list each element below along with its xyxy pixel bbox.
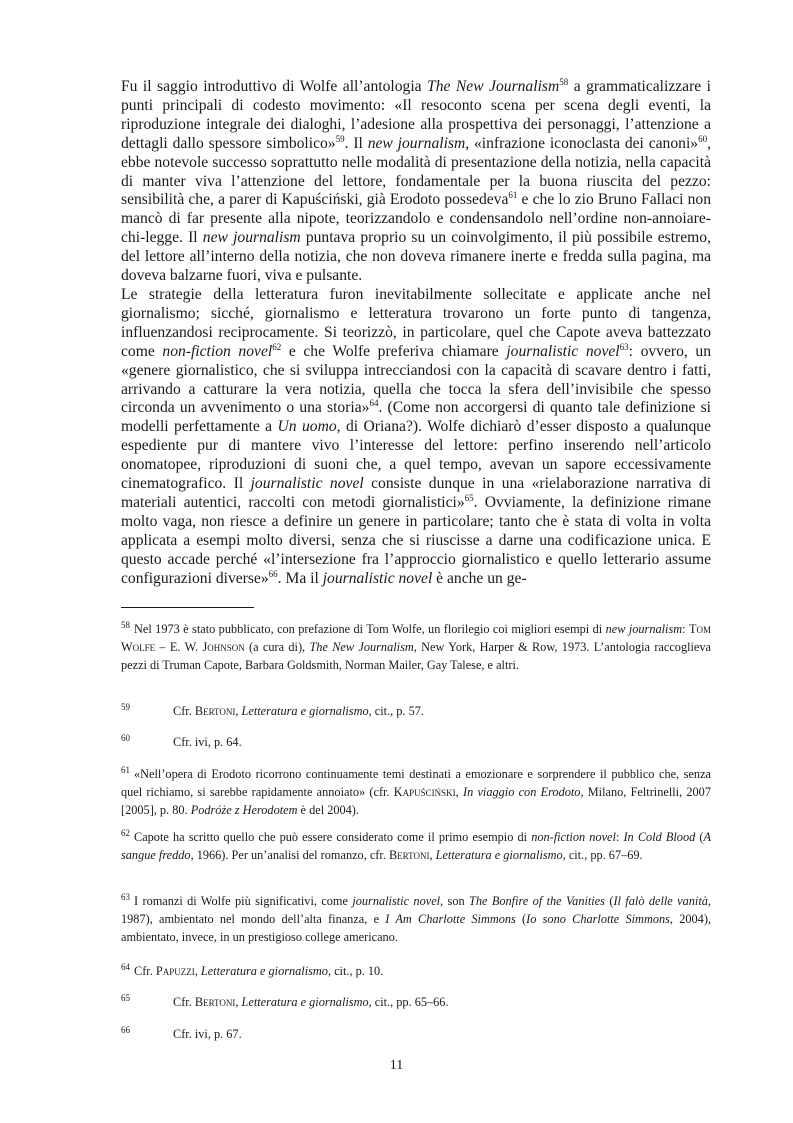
footnote-ref: 61 [508, 190, 518, 201]
author-name: Bertoni [388, 848, 430, 862]
footnote-61 [121, 765, 711, 819]
italic-text: journalistic novel [506, 342, 620, 360]
italic-text: journalistic novel [352, 894, 441, 908]
text-run: , 2004), ambientato, invece, in un prestigioso college americano. [121, 912, 711, 944]
italic-text: new journalism [605, 622, 683, 636]
text-run: ( [515, 912, 527, 926]
text-run: : [615, 830, 624, 844]
footnote-63 [121, 892, 711, 946]
footnote-number: 62 [121, 827, 130, 838]
author-name: Papuzzi [155, 964, 195, 978]
text-run: . Il [344, 134, 368, 152]
text-run: . (Come non accorgersi di quanto tale definizione si modelli perfettamente a [121, 399, 711, 436]
text-run: , cit., pp. 65–66. [368, 995, 449, 1009]
footnote-number: 64 [121, 961, 130, 972]
text-run: . Ma il [277, 569, 323, 587]
text-run: Fu il saggio introduttivo di Wolfe all’antologia [121, 78, 428, 95]
italic-text: A sangue freddo [121, 830, 711, 862]
text-run: ( [695, 830, 704, 844]
text-run: (a cura di), [244, 640, 310, 654]
footnote-separator [121, 607, 254, 608]
footnote-ref: 58 [559, 76, 569, 87]
text-run: , di Oriana?). Wolfe dichiarò d’esser disposto a qualunque espediente pur di mantere vivo l’interesse del lettore: perfino inserendo nell’articolo onomatopee, riproduzioni di suoni che, a quel tempo, avevan un sapore eccessivamente cinematografico. Il [121, 418, 711, 493]
text-run: , cit., p. 57. [368, 704, 424, 718]
footnote-ref: 62 [272, 341, 282, 352]
italic-text: Un uomo [277, 418, 337, 436]
text-run: , «infrazione iconoclasta dei canoni» [465, 134, 699, 152]
body-text [121, 78, 711, 588]
italic-text: Letteratura e giornalismo [200, 964, 328, 978]
footnote-ref: 59 [335, 133, 345, 144]
text-run: , [455, 785, 463, 799]
italic-text: Letteratura e giornalismo [435, 848, 563, 862]
italic-text: Letteratura e giornalismo [241, 704, 369, 718]
text-run: e che lo zio Bruno Fallaci non mancò di far presente alla nipote, teorizzandolo e condensandolo nell’ordine non-annoiare-chi-legge. Il [121, 191, 711, 247]
text-run: Capote ha scritto quello che può essere considerato come il primo esempio di [134, 830, 532, 844]
text-run: è del 2004). [297, 803, 359, 817]
text-run: , [235, 704, 242, 718]
paragraph-1 [121, 78, 711, 286]
text-run: , Milano, Feltrinelli, 2007 [2005], p. 80. [121, 785, 711, 817]
main-text [121, 78, 711, 588]
italic-text: In viaggio con Erodoto [462, 785, 581, 799]
text-run: , [194, 964, 201, 978]
text-run: , 1987), ambientato nel mondo dell’alta finanza, e [121, 894, 711, 926]
text-run: , cit., pp. 67–69. [562, 848, 643, 862]
text-run: , [235, 995, 242, 1009]
italic-text: In Cold Blood [623, 830, 696, 844]
text-run: Cfr. ivi, p. 67. [173, 1027, 242, 1041]
italic-text: Podróże z Herodotem [190, 803, 298, 817]
italic-text: Il falò delle vanità [613, 894, 708, 908]
text-run: Cfr. ivi, p. 64. [173, 735, 242, 749]
text-run: , son [440, 894, 470, 908]
author-name: Bertoni [194, 995, 236, 1009]
italic-text: new journalism [202, 229, 301, 247]
text-run: a grammaticalizzare i punti principali di codesto movimento: «Il resoconto scena per scena degli eventi, la riproduzione integrale dei dialoghi, l’adesione alla prospettiva dei personaggi, l’attenzione a dettagli dallo spessore simbolico» [121, 78, 711, 152]
footnote-ref: 63 [619, 341, 629, 352]
text-run: . Ovviamente, la definizione rimane molto vaga, non riesce a definire un genere in particolare; tanto che è stata di volta in volta applicata a esempi molto diversi, senza che si riuscisse a darne una codificazione unica. E questo accade perché «l’intersezione fra l’approccio giornalistico e quello letterario assume configurazioni diverse» [121, 493, 712, 587]
text-run: Cfr. [173, 995, 195, 1009]
text-run: ( [604, 894, 614, 908]
footnote-58 [121, 620, 711, 674]
italic-text: The New Journalism [427, 78, 560, 95]
italic-text: non-fiction novel [531, 830, 616, 844]
text-run: Cfr. [173, 704, 195, 718]
italic-text: new journalism [367, 134, 466, 152]
text-run: , New York, Harper & Row, 1973. L’antologia raccoglieva pezzi di Truman Capote, Barbara Goldsmith, Norman Mailer, Gay Talese, e altri. [121, 640, 711, 672]
text-run: «Nell’opera di Erodoto ricorrono continuamente temi destinati a emozionare e sorprendere il pubblico che, senza quel richiamo, si sarebbe rapidamente annoiato» (cfr. [121, 767, 711, 799]
footnote-ref: 64 [369, 398, 379, 409]
italic-text: Io sono Charlotte Simmons [526, 912, 670, 926]
italic-text: journalistic novel [250, 475, 364, 493]
italic-text: I Am Charlotte Simmons [385, 912, 516, 926]
text-run: Cfr. [134, 964, 156, 978]
author-name: E. W. Johnson [169, 640, 245, 654]
text-run: e che Wolfe preferiva chiamare [281, 342, 507, 360]
page-number: 11 [389, 1058, 404, 1073]
author-name: Tom Wolfe [121, 622, 711, 654]
footnote-ref: 65 [464, 492, 474, 503]
text-run: , ebbe notevole successo soprattutto nelle modalità di presentazione della notizia, nella capacità di manter viva l’attenzione del lettore, fondamentale per la buona riuscita del pezzo: sensibilità che, a parer di Kapuściński, già Erodoto possedeva [121, 134, 711, 209]
footnote-number: 58 [121, 619, 130, 630]
footnote-number: 63 [121, 891, 130, 902]
italic-text: Letteratura e giornalismo [241, 995, 369, 1009]
text-run: – [155, 640, 170, 654]
author-name: Bertoni [194, 704, 236, 718]
paragraph-2 [121, 286, 711, 589]
footnote-ref: 60 [698, 133, 708, 144]
italic-text: journalistic novel [322, 569, 433, 587]
text-run: Nel 1973 è stato pubblicato, con prefazione di Tom Wolfe, un florilegio coi migliori esempi di [134, 622, 606, 636]
italic-text: The New Journalism [309, 640, 414, 654]
footnote-60: 60 Cfr. ivi, p. 64. [121, 732, 242, 749]
footnote-62 [121, 828, 711, 864]
footnote-59: 59 Cfr. Bertoni, Letteratura e giornalismo, cit., p. 57. [121, 701, 424, 718]
text-run: è anche un ge- [432, 569, 527, 587]
italic-text: non-fiction novel [162, 342, 273, 360]
footnote-64 [121, 962, 711, 980]
text-run: , 1966). Per un’analisi del romanzo, cfr. [190, 848, 389, 862]
footnote-65: 65 Cfr. Bertoni, Letteratura e giornalismo, cit., pp. 65–66. [121, 992, 449, 1009]
text-run: consiste dunque in una «rielaborazione narrativa di materiali autentici, raccolti con metodi giornalistici» [121, 475, 711, 511]
text-run: : ovvero, un «genere giornalistico, che si sviluppa intrecciandosi con la capacità di scavare dentro i fatti, arrivando a catturare la vera notizia, quella che tocca la sfera dell’invisibile che spesso circonda un avvenimento o una storia» [121, 342, 711, 417]
text-run: , [429, 848, 436, 862]
text-run: I romanzi di Wolfe più significativi, come [134, 894, 353, 908]
footnote-ref: 66 [268, 568, 278, 579]
italic-text: The Bonfire of the Vanities [469, 894, 605, 908]
text-run: Le strategie della letteratura furon inevitabilmente sollecitate e applicate anche nel giornalismo; sicché, giornalismo e letteratura trovarono un forte punto di tangenza, influenzandosi reciprocamente. Si teorizzò, in particolare, quel che Capote aveva battezzato come [121, 285, 711, 360]
text-run: , cit., p. 10. [327, 964, 384, 978]
footnote-number: 61 [121, 764, 130, 775]
author-name: Kapuściński [393, 785, 456, 799]
text-run: : [682, 622, 689, 636]
footnote-66: 66 Cfr. ivi, p. 67. [121, 1024, 242, 1041]
text-run: puntava proprio su un coinvolgimento, il più possibile estremo, del lettore all’interno della notizia, che non doveva rimanere inerte e fredda sulla pagina, ma doveva balzarne fuori, viva e pulsante. [121, 229, 711, 285]
